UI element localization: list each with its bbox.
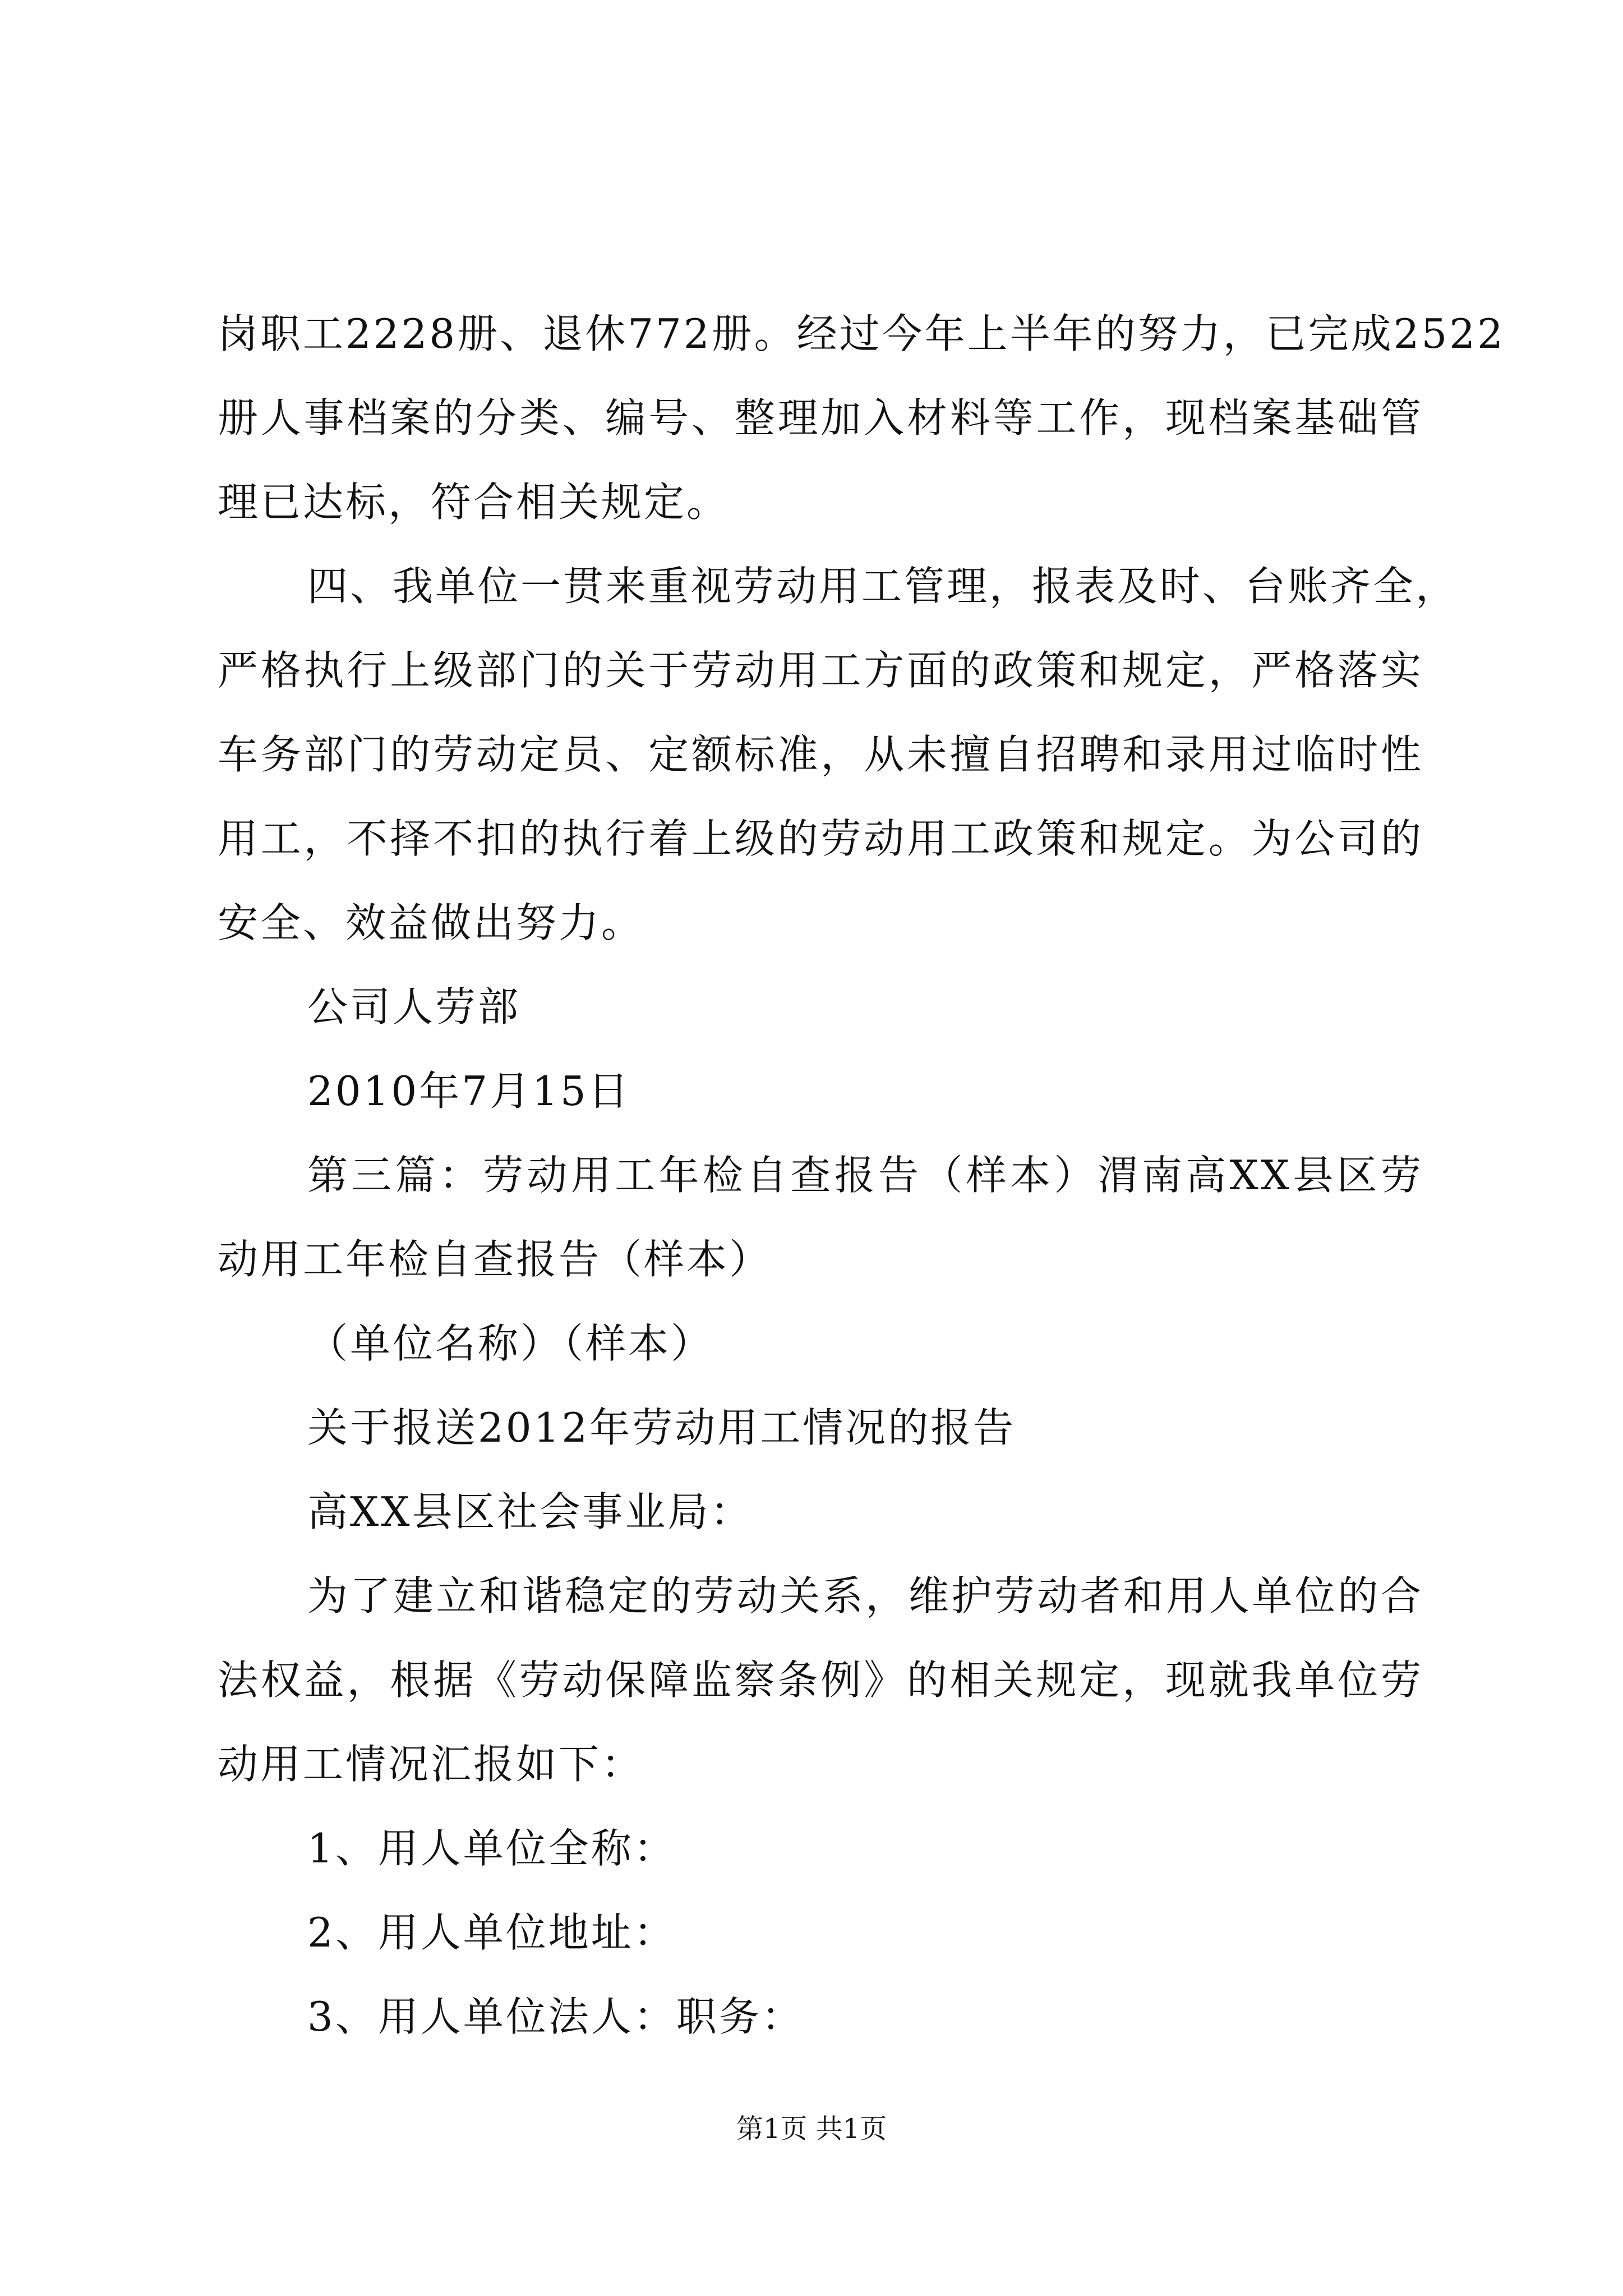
list-item: 3、用人单位法人：职务： bbox=[307, 1993, 804, 2040]
text-line: 动用工情况汇报如下： bbox=[218, 1741, 644, 1788]
text-line: 安全、效益做出努力。 bbox=[218, 899, 644, 946]
list-item: 1、用人单位全称： bbox=[307, 1825, 676, 1872]
page-footer: 第1页 共1页 bbox=[736, 2113, 887, 2145]
report-title: 关于报送2012年劳动用工情况的报告 bbox=[307, 1404, 1016, 1451]
text-line: 严格执行上级部门的关于劳动用工方面的政策和规定，严格落实 bbox=[218, 647, 1423, 694]
signature-department: 公司人劳部 bbox=[307, 983, 521, 1030]
addressee: 高XX县区社会事业局： bbox=[307, 1488, 753, 1535]
section-heading-cont: 动用工年检自查报告（样本） bbox=[218, 1236, 772, 1283]
text-line: 法权益，根据《劳动保障监察条例》的相关规定，现就我单位劳 bbox=[218, 1657, 1423, 1704]
list-item: 2、用人单位地址： bbox=[307, 1909, 676, 1956]
text-line: 岗职工2228册、退休772册。经过今年上半年的努力，已完成2522 bbox=[218, 310, 1505, 357]
signature-date: 2010年7月15日 bbox=[307, 1068, 631, 1115]
section-heading: 第三篇：劳动用工年检自查报告（样本）渭南高XX县区劳 bbox=[307, 1152, 1423, 1199]
unit-name-line: （单位名称）（样本） bbox=[307, 1320, 714, 1367]
text-line: 理已达标，符合相关规定。 bbox=[218, 478, 730, 526]
text-line: 四、我单位一贯来重视劳动用工管理，报表及时、台账齐全， bbox=[307, 563, 1459, 610]
text-line: 册人事档案的分类、编号、整理加入材料等工作，现档案基础管 bbox=[218, 394, 1423, 441]
document-body bbox=[218, 292, 1505, 2059]
text-line: 用工，不择不扣的执行着上级的劳动用工政策和规定。为公司的 bbox=[218, 815, 1423, 862]
text-line: 车务部门的劳动定员、定额标准，从未擅自招聘和录用过临时性 bbox=[218, 731, 1423, 778]
text-line: 为了建立和谐稳定的劳动关系，维护劳动者和用人单位的合 bbox=[307, 1572, 1423, 1619]
